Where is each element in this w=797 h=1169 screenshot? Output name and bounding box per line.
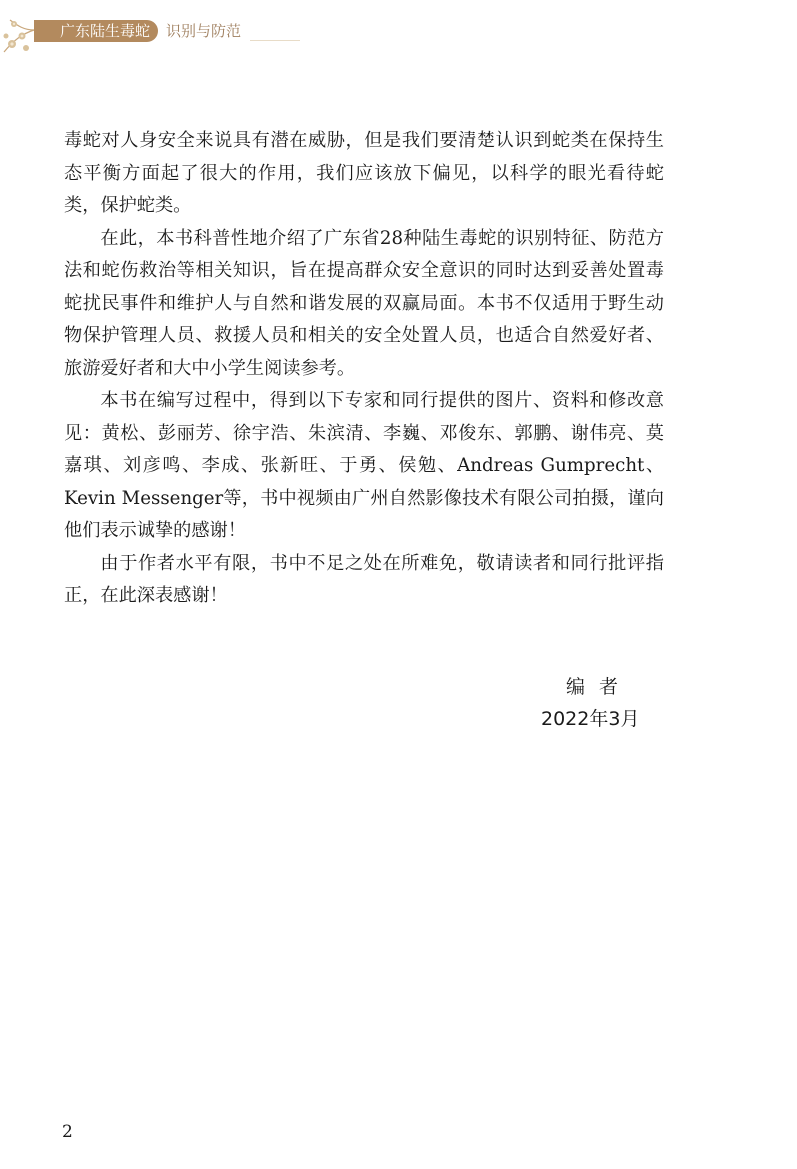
page-header: [0, 0, 797, 60]
page-number: 2: [62, 1122, 73, 1142]
preface-body: [64, 125, 664, 613]
paragraph: 毒蛇对人身安全来说具有潜在威胁，但是我们要清楚认识到蛇类在保持生态平衡方面起了很大的作用，我们应该放下偏见，以科学的眼光看待蛇类，保护蛇类。: [64, 130, 664, 216]
paragraph: 由于作者水平有限，书中不足之处在所难免，敬请读者和同行批评指正，在此深表感谢！: [64, 552, 664, 606]
paragraph: 本书在编写过程中，得到以下专家和同行提供的图片、资料和修改意见：黄松、彭丽芳、徐宇浩、朱滨清、李巍、邓俊东、郭鹏、谢伟亮、莫嘉琪、刘彦鸣、李成、张新旺、于勇、侯勉、Andreas Gumprecht、Kevin Messenger等，书中视频由广州自然影像技术有限公司拍摄，谨向他们表示诚挚的感谢！: [64, 390, 665, 541]
author-signature: 编者: [566, 676, 633, 698]
book-title-badge: 广东陆生毒蛇: [34, 20, 158, 42]
signature-date: 2022年3月: [541, 708, 640, 730]
book-subtitle: 识别与防范: [166, 22, 242, 40]
paragraph: 在此，本书科普性地介绍了广东省28种陆生毒蛇的识别特征、防范方法和蛇伤救治等相关知识，旨在提高群众安全意识的同时达到妥善处置毒蛇扰民事件和维护人与自然和谐发展的双赢局面。本书不仅适用于野生动物保护管理人员、救援人员和相关的安全处置人员，也适合自然爱好者、旅游爱好者和大中小学生阅读参考。: [64, 227, 664, 379]
header-divider: [250, 40, 300, 41]
